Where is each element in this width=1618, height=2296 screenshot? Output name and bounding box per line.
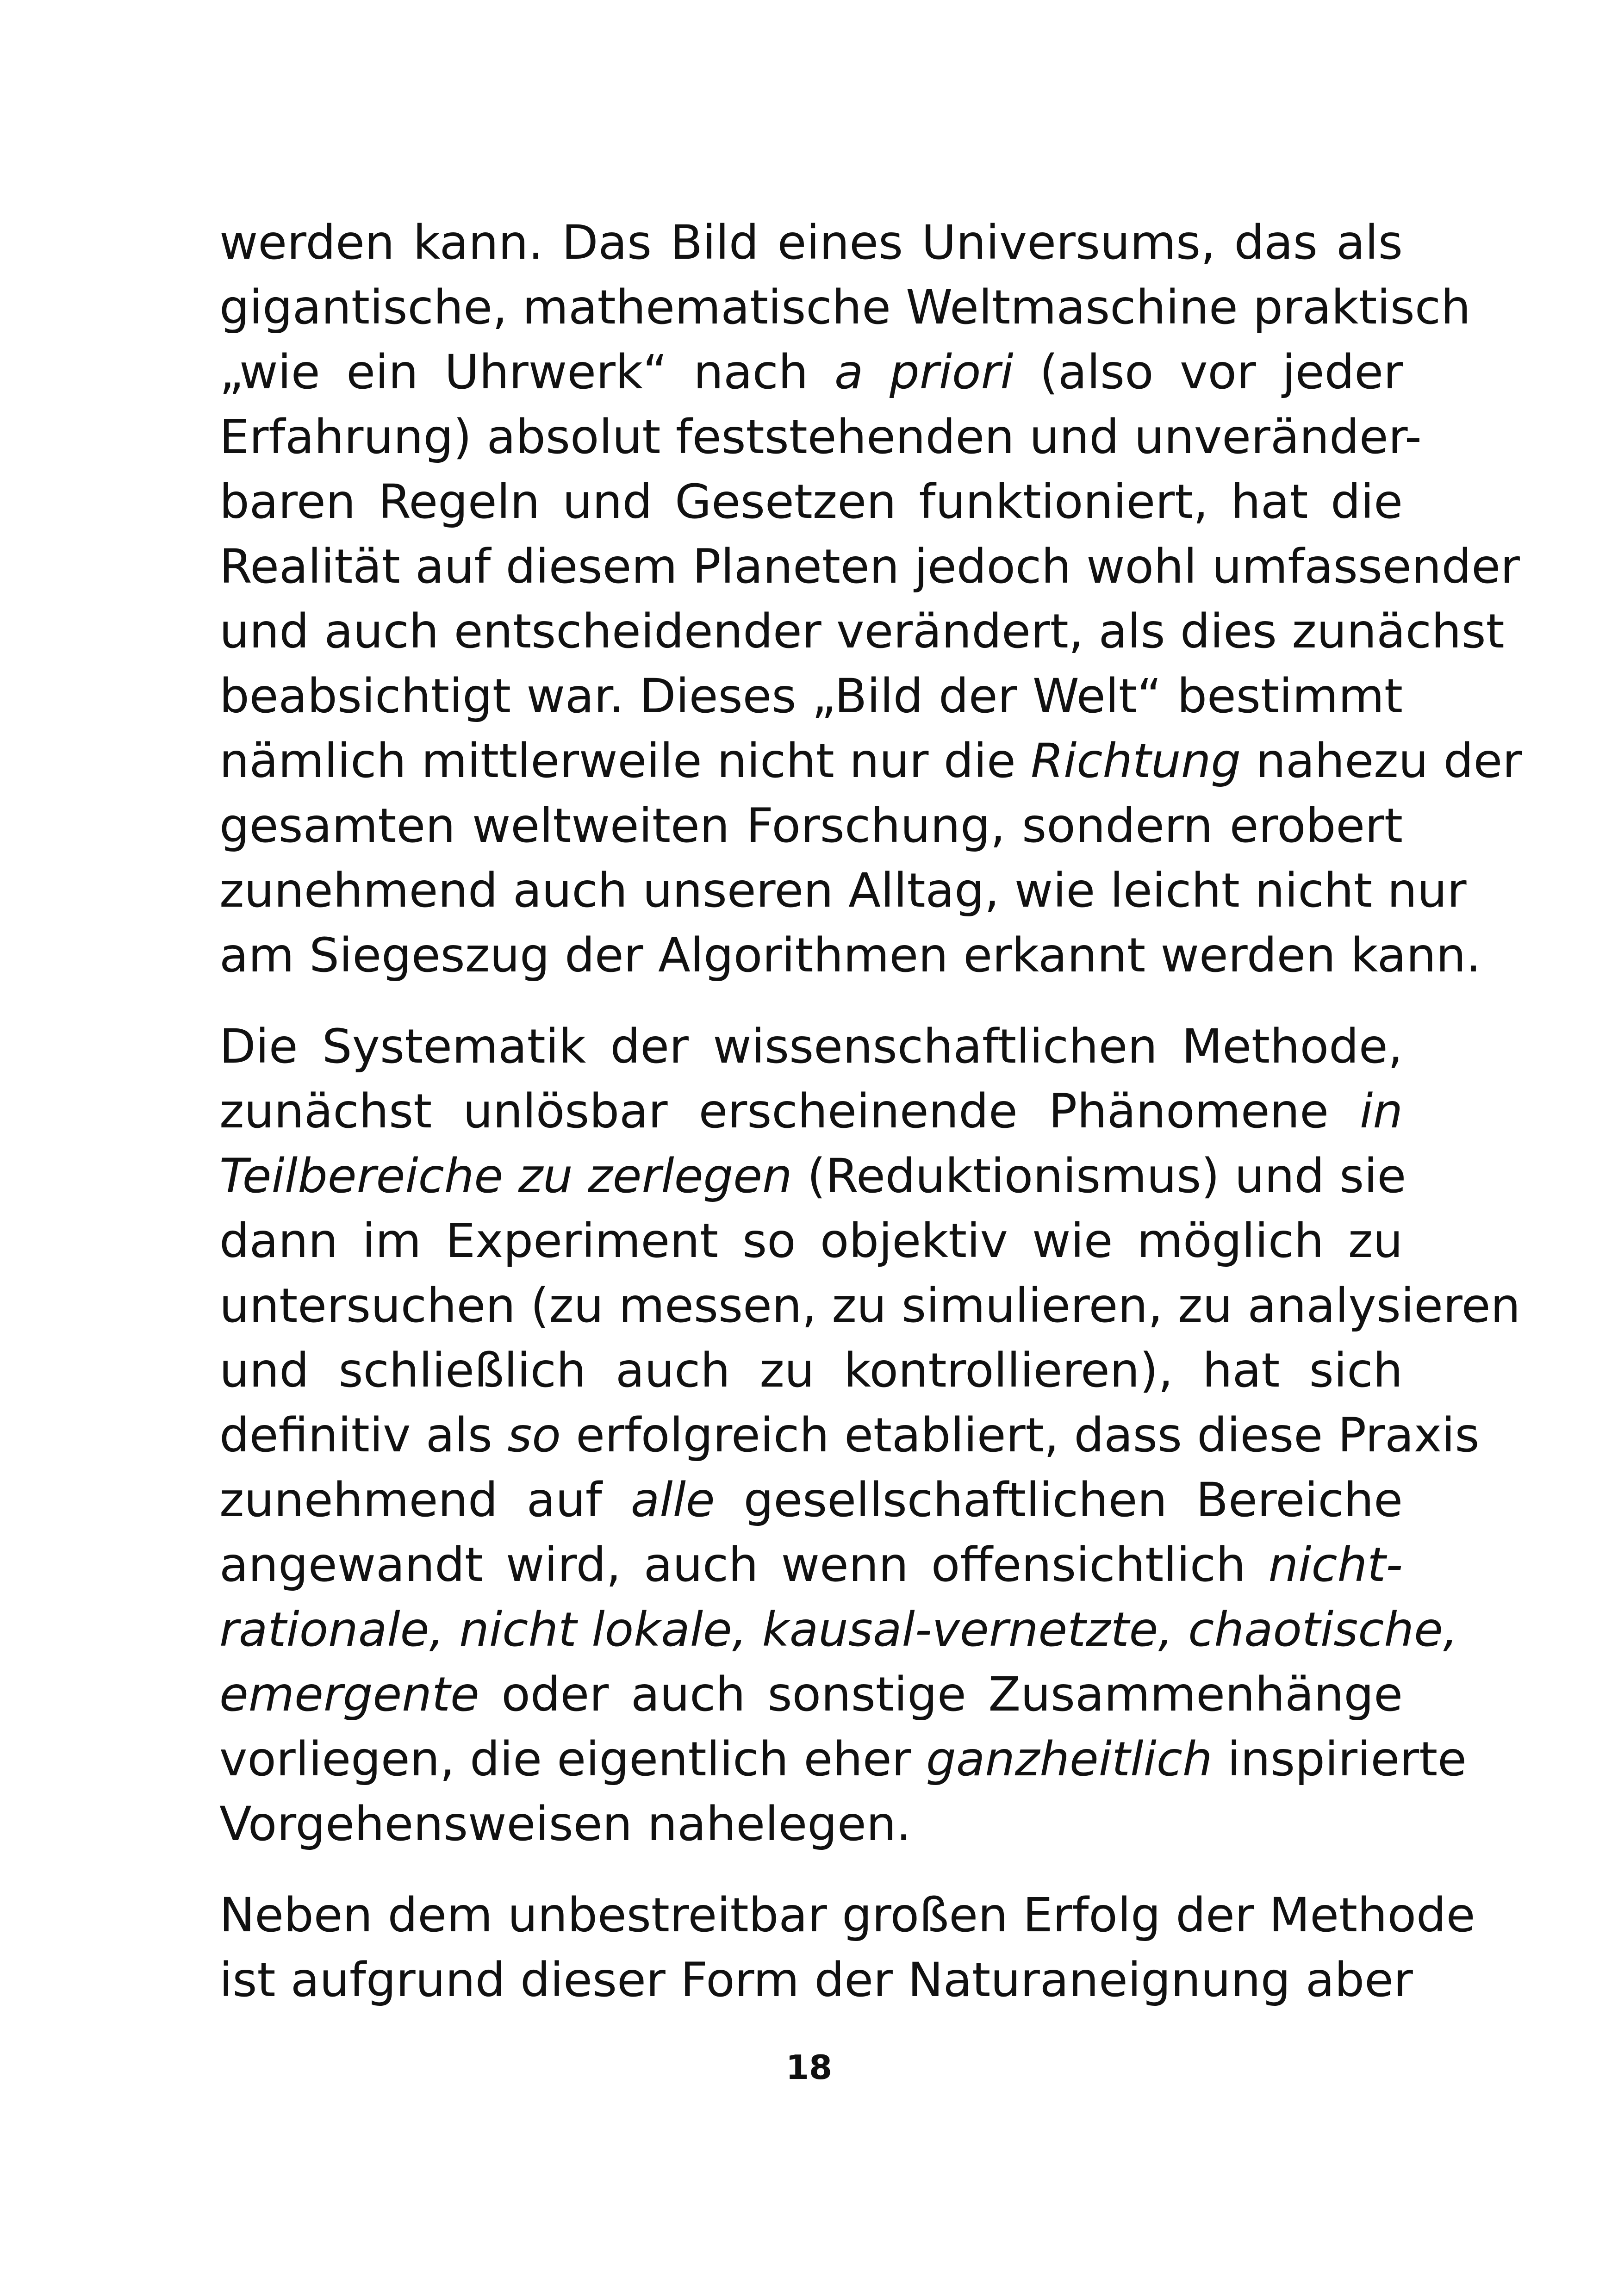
text-line [219, 1662, 1403, 1727]
italic-text: so [507, 1408, 561, 1463]
text-line [219, 1792, 1403, 1857]
text-span: werden kann. Das Bild eines Universums, das als [219, 215, 1403, 270]
text-span: Neben dem unbestreitbar großen Erfolg der Methode [219, 1888, 1475, 1943]
text-span: erfolgreich etabliert, dass diese Praxis [560, 1408, 1480, 1463]
italic-text: a priori [834, 345, 1014, 400]
text-span: zunehmend auf [219, 1473, 631, 1528]
italic-text: in [1360, 1084, 1403, 1139]
text-line [219, 1403, 1480, 1468]
text-line [219, 794, 1403, 859]
text-line [219, 923, 1481, 988]
text-line [219, 1209, 1403, 1274]
text-line [219, 1598, 1458, 1662]
text-span: gesellschaftlichen Bereiche [715, 1473, 1403, 1528]
text-span: „wie ein Uhrwerk“ nach [219, 345, 834, 400]
text-line [219, 729, 1522, 794]
text-line [219, 275, 1471, 340]
text-span: oder auch sonstige Zusammenhänge [479, 1667, 1403, 1722]
text-line [219, 1274, 1521, 1338]
text-line [219, 1338, 1403, 1403]
text-span: untersuchen (zu messen, zu simulieren, zu analysieren [219, 1278, 1521, 1333]
paragraph [219, 1883, 1475, 2013]
text-line [219, 1144, 1406, 1209]
text-line [219, 1014, 1403, 1079]
text-span: ist aufgrund dieser Form der Naturaneignung aber [219, 1953, 1413, 2008]
text-span: definitiv als [219, 1408, 508, 1463]
italic-text: rationale, nicht lokale, kausal-vernetzte, chaotische, [219, 1602, 1458, 1657]
text-span: nämlich mittlerweile nicht nur die [219, 734, 1031, 789]
italic-text: ganzheitlich [926, 1732, 1213, 1787]
text-line [219, 211, 1403, 275]
text-line [219, 535, 1520, 599]
text-line [219, 405, 1422, 470]
paragraph [219, 211, 1522, 988]
text-span: gigantische, mathematische Weltmaschine praktisch [219, 280, 1471, 335]
italic-text: emergente [219, 1667, 479, 1722]
text-span: (Reduktionismus) und sie [792, 1149, 1406, 1204]
text-span: inspirierte [1212, 1732, 1467, 1787]
page-number: 18 [785, 2048, 833, 2087]
italic-text: Richtung [1031, 734, 1241, 789]
text-span: angewandt wird, auch wenn offensichtlich [219, 1537, 1269, 1593]
text-line [219, 599, 1505, 664]
text-line [219, 340, 1403, 405]
text-span: gesamten weltweiten Forschung, sondern erobert [219, 798, 1403, 853]
text-span: und auch entscheidender verändert, als dies zunächst [219, 604, 1505, 659]
text-span: beabsichtigt war. Dieses „Bild der Welt“ bestimmt [219, 669, 1403, 724]
text-span: Vorgehensweisen nahelegen. [219, 1797, 911, 1852]
text-span: und schließlich auch zu kontrollieren), hat sich [219, 1343, 1403, 1398]
text-line [219, 1883, 1475, 1948]
text-line [219, 1533, 1403, 1598]
text-span: vorliegen, die eigentlich eher [219, 1732, 926, 1787]
text-span: baren Regeln und Gesetzen funktioniert, hat die [219, 474, 1403, 529]
text-span: am Siegeszug der Algorithmen erkannt werden kann. [219, 928, 1481, 983]
text-span: dann im Experiment so objektiv wie möglich zu [219, 1213, 1403, 1269]
italic-text: nicht- [1268, 1537, 1403, 1593]
text-span: (also vor jeder [1013, 345, 1403, 400]
text-line [219, 470, 1403, 535]
text-span: Erfahrung) absolut feststehenden und unveränder- [219, 410, 1422, 465]
italic-text: alle [630, 1473, 715, 1528]
text-span: zunächst unlösbar erscheinende Phänomene [219, 1084, 1360, 1139]
text-line [219, 1727, 1467, 1792]
text-span: Die Systematik der wissenschaftlichen Methode, [219, 1019, 1403, 1074]
paragraph [219, 1014, 1521, 1857]
text-span: zunehmend auch unseren Alltag, wie leicht nicht nur [219, 863, 1467, 918]
text-line [219, 1468, 1403, 1533]
italic-text: Teilbereiche zu zerlegen [219, 1149, 792, 1204]
text-line [219, 1948, 1413, 2013]
text-line [219, 859, 1467, 923]
text-span: Realität auf diesem Planeten jedoch wohl umfassender [219, 539, 1520, 594]
body-text [219, 211, 1522, 2039]
text-span: nahezu der [1241, 734, 1522, 789]
text-line [219, 664, 1403, 729]
text-line [219, 1079, 1403, 1144]
